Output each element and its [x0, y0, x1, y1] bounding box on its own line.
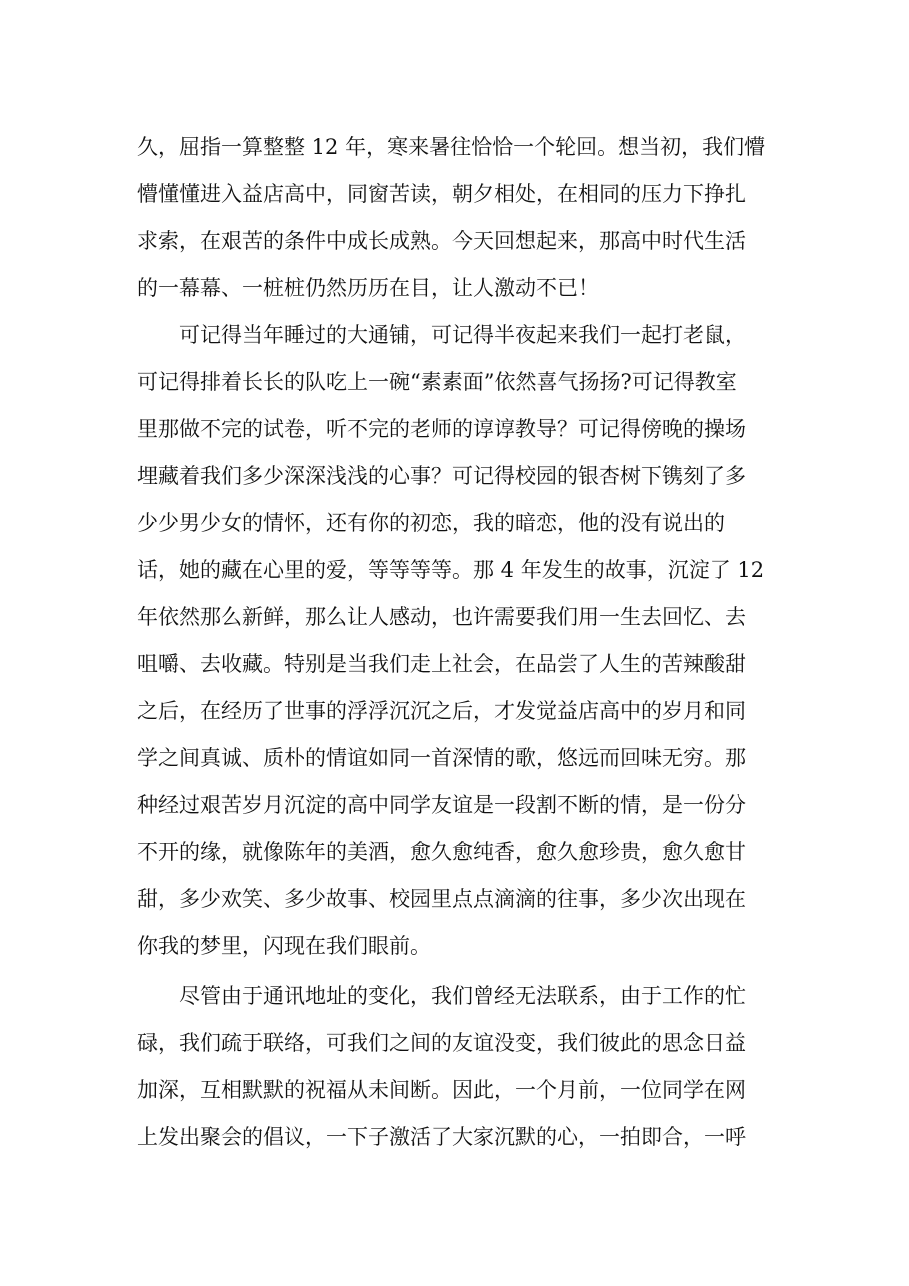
text-line: 的一幕幕、一桩桩仍然历历在目，让人激动不已！: [137, 276, 599, 300]
text-line: 久，屈指一算整整 12 年，寒来暑往恰恰一个轮回。想当初，我们懵: [137, 135, 766, 159]
text-line: 碌，我们疏于联络，可我们之间的友谊没变，我们彼此的思念日益: [137, 1031, 746, 1055]
text-line: 不开的缘，就像陈年的美酒，愈久愈纯香，愈久愈珍贵，愈久愈甘: [137, 840, 746, 864]
text-line: 加深，互相默默的祝福从未间断。因此，一个月前，一位同学在网: [137, 1078, 746, 1102]
text-line: 求索，在艰苦的条件中成长成熟。今天回想起来，那高中时代生活: [137, 229, 746, 253]
text-line: 学之间真诚、质朴的情谊如同一首深情的歌，悠远而回味无穷。那: [137, 746, 746, 770]
text-line: 咀嚼、去收藏。特别是当我们走上社会，在品尝了人生的苦辣酸甜: [137, 652, 746, 676]
text-line: 可记得排着长长的队吃上一碗“素素面”依然喜气扬扬?可记得教室: [137, 370, 737, 394]
text-line: 话，她的藏在心里的爱，等等等等。那 4 年发生的故事，沉淀了 12: [137, 558, 765, 582]
text-line: 里那做不完的试卷，听不完的老师的谆谆教导？可记得傍晚的操场: [137, 417, 746, 441]
text-line: 少少男少女的情怀，还有你的初恋，我的暗恋，他的没有说出的: [137, 511, 725, 535]
text-line: 你我的梦里，闪现在我们眼前。: [137, 934, 431, 958]
text-line: 年依然那么新鲜，那么让人感动，也许需要我们用一生去回忆、去: [137, 605, 746, 629]
paragraph-first-line: 尽管由于通讯地址的变化，我们曾经无法联系，由于工作的忙: [179, 984, 746, 1008]
text-line: 埋藏着我们多少深深浅浅的心事？可记得校园的银杏树下镌刻了多: [137, 464, 746, 488]
text-line: 之后，在经历了世事的浮浮沉沉之后，才发觉益店高中的岁月和同: [137, 699, 746, 723]
text-line: 种经过艰苦岁月沉淀的高中同学友谊是一段割不断的情，是一份分: [137, 793, 746, 817]
text-line: 上发出聚会的倡议，一下子激活了大家沉默的心，一拍即合，一呼: [137, 1125, 746, 1149]
text-line: 懵懂懂进入益店高中，同窗苦读，朝夕相处，在相同的压力下挣扎: [137, 182, 746, 206]
paragraph-first-line: 可记得当年睡过的大通铺，可记得半夜起来我们一起打老鼠，: [179, 323, 746, 347]
text-line: 甜，多少欢笑、多少故事、校园里点点滴滴的往事，多少次出现在: [137, 887, 746, 911]
